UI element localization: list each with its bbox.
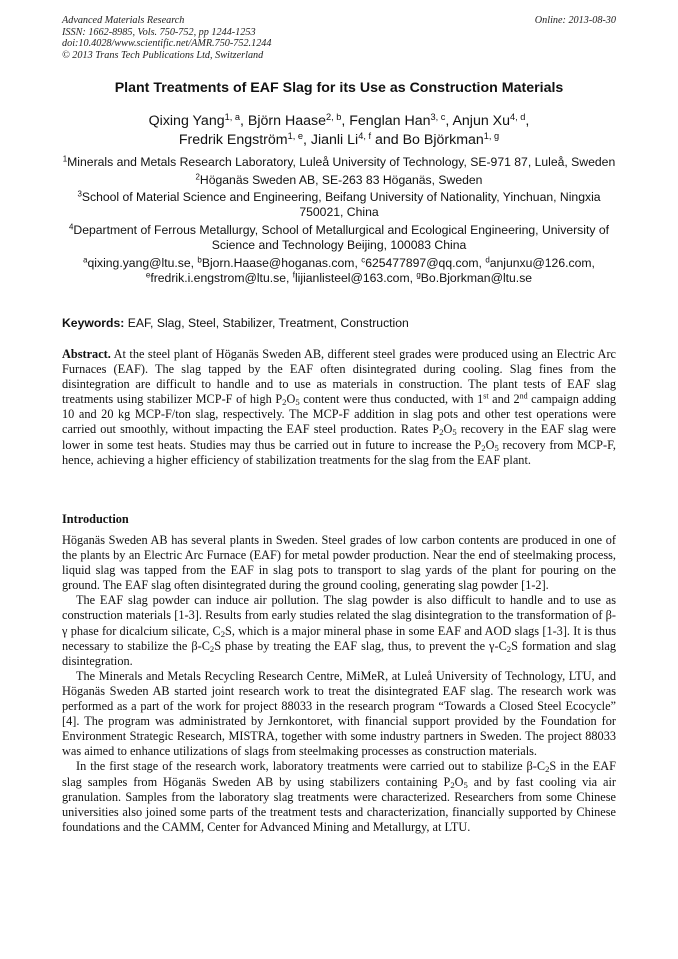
abstract-text: At the steel plant of Höganäs Sweden AB, different steel grades were produced using an Electric Arc Furnaces (EAF). The slag tapped by the EAF often disintegrated during cooling. Slag fines from the disintegration are difficult to handle and to use as materials in construction. The plant tests of EAF slag treatments using stabilizer MCP-F of high P (62, 347, 616, 407)
section-heading-introduction: Introduction (62, 512, 129, 526)
paragraph-text: S in the EAF slag samples from Höganäs Sweden AB by using stabilizers containing P (62, 759, 616, 789)
keywords-text: EAF, Slag, Steel, Stabilizer, Treatment, Construction (124, 316, 409, 330)
affiliation-text: Minerals and Metals Research Laboratory, Luleå University of Technology, SE-971 87, Luleå, Sweden (67, 155, 616, 169)
author-name: , Fenglan Han (341, 113, 431, 129)
subscript: 2 (220, 628, 225, 639)
email-address: 625477897@qq.com, (365, 255, 486, 270)
keywords (62, 316, 616, 330)
affiliation-text: School of Material Science and Engineering, Beifang University of Nationality, Yinchuan, Ningxia 750021, China (81, 190, 601, 220)
copyright-line: © 2013 Trans Tech Publications Ltd, Switzerland (62, 49, 264, 61)
paragraph-text: S phase by treating the EAF slag, thus, to prevent the γ-C (214, 638, 507, 653)
subscript: 2 (545, 764, 550, 775)
author-marker: 4, d (510, 111, 526, 122)
journal-header (62, 15, 616, 61)
abstract-text: recovery in the EAF slag were lower in some test heats. Studies may thus be carried out in future to increase the P (62, 422, 616, 452)
abstract-text: and 2 (488, 392, 520, 407)
affiliation-text: Höganäs Sweden AB, SE-263 83 Höganäs, Sweden (199, 172, 483, 187)
superscript: st (483, 391, 489, 401)
author-name: , Björn Haase (240, 113, 326, 129)
email-address: fredrik.i.engstrom@ltu.se, (150, 270, 293, 285)
author-name: and Bo Björkman (371, 132, 484, 148)
affiliation-marker: 4 (68, 222, 74, 232)
abstract-text: O (485, 437, 495, 452)
subscript: 2 (450, 779, 455, 790)
doi-line: doi:10.4028/www.scientific.net/AMR.750-752.1244 (62, 38, 272, 50)
subscript: 2 (209, 643, 215, 654)
email-list (62, 256, 616, 286)
paragraph (62, 593, 616, 668)
author-name: Qixing Yang (148, 113, 225, 129)
journal-name: Advanced Materials Research (62, 15, 185, 26)
subscript: 2 (506, 643, 512, 654)
author-line-1 (62, 112, 616, 131)
subscript: 2 (282, 397, 287, 408)
affiliation-1 (62, 155, 616, 170)
author-marker: 1, e (287, 130, 303, 141)
affiliation-list (62, 155, 616, 289)
keywords-label: Keywords: (62, 316, 125, 330)
abstract-label: Abstract. (62, 347, 111, 361)
issn-line: ISSN: 1662-8985, Vols. 750-752, pp 1244-1253 (62, 26, 256, 38)
email-marker: d (485, 255, 490, 265)
email-marker: b (197, 255, 202, 265)
paragraph-text: and by fast cooling via air granulation. Samples from the laboratory slag treatments were characterized. Researchers from some Chinese universities also joined some parts of the treatment tests and characterization, financially supported by Chinese foundations and the CAMM, Center for Advanced Mining and Metallurgy, at LTU. (62, 774, 616, 834)
email-address: qixing.yang@ltu.se, (87, 255, 198, 270)
email-marker: f (292, 270, 295, 280)
author-name: , Jianli Li (303, 132, 359, 148)
paragraph-text: In the first stage of the research work, laboratory treatments were carried out to stabilize β-C (76, 759, 546, 774)
author-marker: 4, f (358, 130, 372, 141)
author-marker: 1, g (483, 130, 500, 141)
subscript: 5 (452, 427, 457, 438)
email-address: anjunxu@126.com, (489, 255, 595, 270)
subscript: 2 (481, 442, 486, 453)
affiliation-3 (62, 190, 616, 220)
paragraph-text: S formation and slag disintegration. (62, 638, 616, 668)
affiliation-marker: 2 (195, 172, 200, 182)
abstract-text: O (286, 392, 296, 407)
email-marker: e (145, 270, 151, 280)
affiliation-marker: 3 (77, 189, 82, 199)
abstract-text: recovery from MCP-F, hence, achieving a higher efficiency of stabilization treatments for the slag from the EAF plant. (62, 437, 616, 467)
abstract-text: content were thus conducted, with 1 (299, 392, 484, 407)
affiliation-text: Department of Ferrous Metallurgy, School of Metallurgical and Ecological Engineering, University of Science and Technology Beijing, 100083 China (73, 222, 609, 253)
affiliation-4 (62, 223, 616, 253)
introduction-body (62, 533, 616, 835)
online-date: Online: 2013-08-30 (534, 15, 616, 26)
email-marker: g (416, 270, 421, 280)
email-address: Bo.Bjorkman@ltu.se (420, 270, 533, 285)
subscript: 2 (439, 427, 444, 438)
subscript: 5 (295, 397, 300, 408)
affiliation-marker: 1 (62, 154, 68, 164)
abstract (62, 347, 616, 468)
abstract-text: O (443, 422, 453, 437)
author-name: , Anjun Xu (445, 113, 511, 129)
author-name: Fredrik Engström (178, 132, 288, 148)
author-line-2 (62, 131, 616, 150)
author-marker: 3, c (430, 111, 446, 122)
superscript: nd (519, 391, 528, 401)
paragraph (62, 759, 616, 834)
paragraph: The Minerals and Metals Recycling Research Centre, MiMeR, at Luleå University of Technology, LTU, and Höganäs Sweden AB started joint research work to treat the disintegrated EAF slag. The research work was performed as a part of the work for project 88033 in the research program “Towards a Closed Steel Ecocycle” [4]. The program was administrated by Jernkontoret, with financial support provided by the Foundation for Environment Strategic Research, MISTRA, together with some industry partners in Sweden. The project 88033 was aimed to enhance utilizations of slags from steelmaking processes as construction materials. (62, 668, 616, 759)
paragraph-text: O (454, 774, 464, 789)
paper-title: Plant Treatments of EAF Slag for its Use as Construction Materials (114, 80, 564, 96)
paragraph-text: The EAF slag powder can induce air pollution. The slag powder is also difficult to handle and to use as construction materials [1-3]. Results from early studies related the slag disintegration to the transformation of β-γ phase for dicalcium silicate, C (62, 593, 616, 638)
paragraph-text: S, which is a major mineral phase in some EAF and AOD slags [1-3]. It is thus necessary to stabilize the β-C (62, 623, 617, 653)
affiliation-2 (62, 173, 616, 188)
abstract-text: campaign adding 10 and 20 kg MCP-F/ton slag, respectively. The MCP-F addition in slag pots and other test operations were carried out smoothly, without impacting the EAF steel production. Rates P (62, 392, 616, 437)
author-list (62, 112, 616, 150)
author-marker: 2, b (325, 111, 342, 122)
email-address: Bjorn.Haase@hoganas.com, (201, 255, 362, 270)
subscript: 5 (494, 442, 499, 453)
email-marker: c (361, 255, 366, 265)
email-address: lijianlisteel@163.com, (294, 270, 417, 285)
email-marker: a (83, 255, 88, 265)
author-marker: 1, a (224, 111, 240, 122)
subscript: 5 (463, 779, 468, 790)
author-separator: , (525, 113, 530, 129)
paragraph: Höganäs Sweden AB has several plants in Sweden. Steel grades of low carbon contents are produced in one of the plants by an Electric Arc Furnace (EAF) for metal powder production. Near the end of steelmaking process, liquid slag was tapped from the EAF in slag pots to transport to slag yards of the plant for pouring on the ground. The EAF slag often disintegrated during the ground cooling, generating slag powder [1-2]. (62, 533, 616, 593)
